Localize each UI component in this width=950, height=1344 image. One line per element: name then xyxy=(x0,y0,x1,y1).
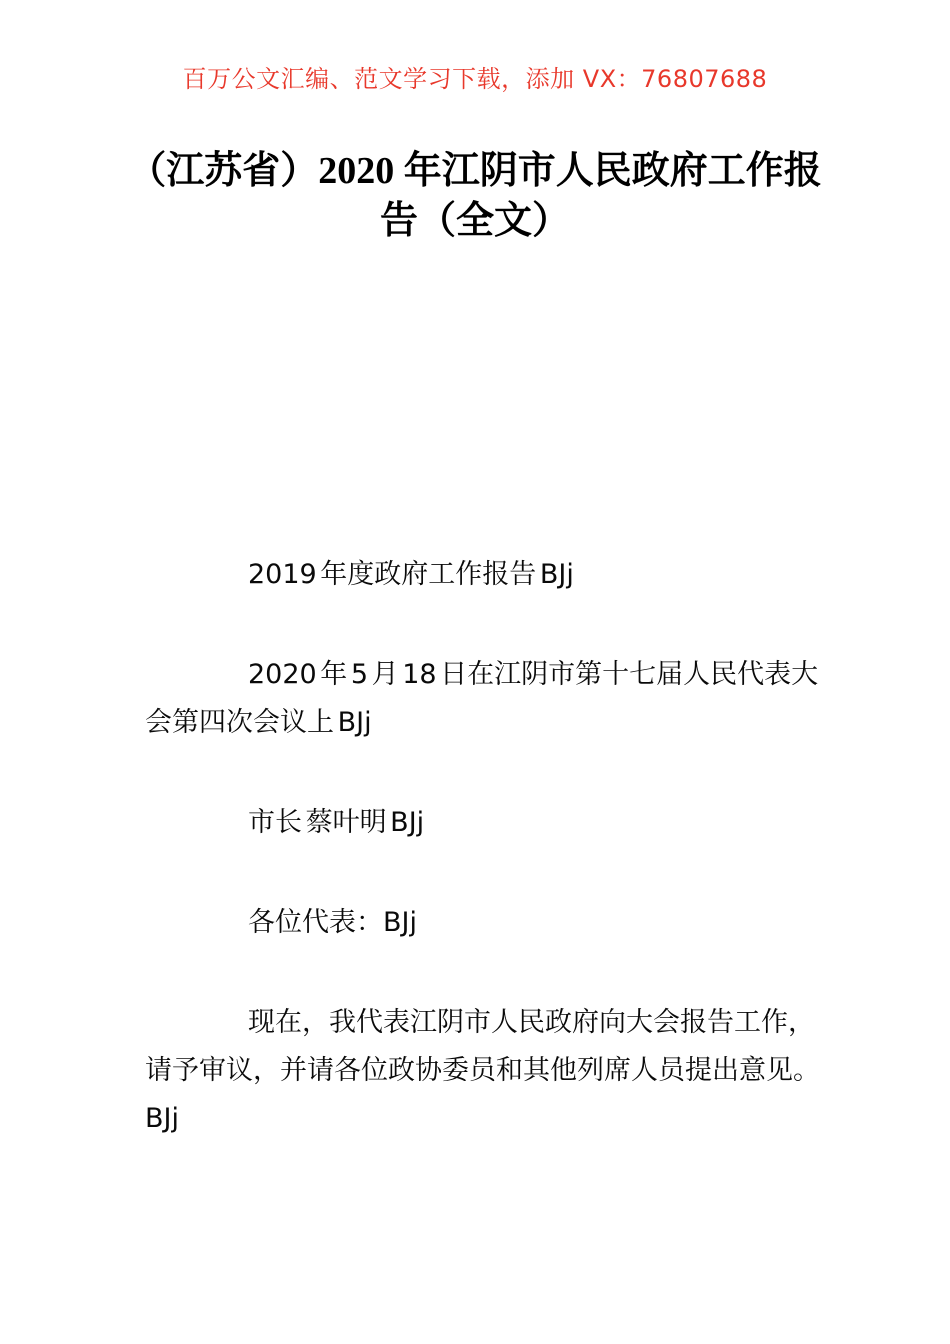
text-line: 各位代表：BJj xyxy=(248,907,417,938)
paragraph-mayor xyxy=(145,799,820,847)
title-line-2: 告（全文） xyxy=(379,200,570,242)
text-line: 2020 年 5 月 18 日在江阴市第十七届人民代表大 xyxy=(248,659,819,690)
title-line-1: （江苏省）2020 年江阴市人民政府工作报 xyxy=(128,150,822,192)
paragraph-salutation xyxy=(145,899,820,947)
text-line: 请予审议，并请各位政协委员和其他列席人员提出意见。 xyxy=(145,1055,820,1086)
promo-banner-text: 百万公文汇编、范文学习下载，添加 VX：76807688 xyxy=(182,65,768,93)
paragraph-meeting-date xyxy=(145,651,820,747)
text-line: BJj xyxy=(145,1103,179,1134)
text-line: 2019 年度政府工作报告 BJj xyxy=(248,559,574,590)
text-line: 会第四次会议上 BJj xyxy=(145,707,372,738)
document-title xyxy=(0,146,950,246)
document-body xyxy=(145,551,820,1195)
text-line: 市长 蔡叶明 BJj xyxy=(248,807,425,838)
paragraph-report-year xyxy=(145,551,820,599)
paragraph-opening xyxy=(145,999,820,1143)
text-line: 现在，我代表江阴市人民政府向大会报告工作， xyxy=(248,1007,815,1038)
